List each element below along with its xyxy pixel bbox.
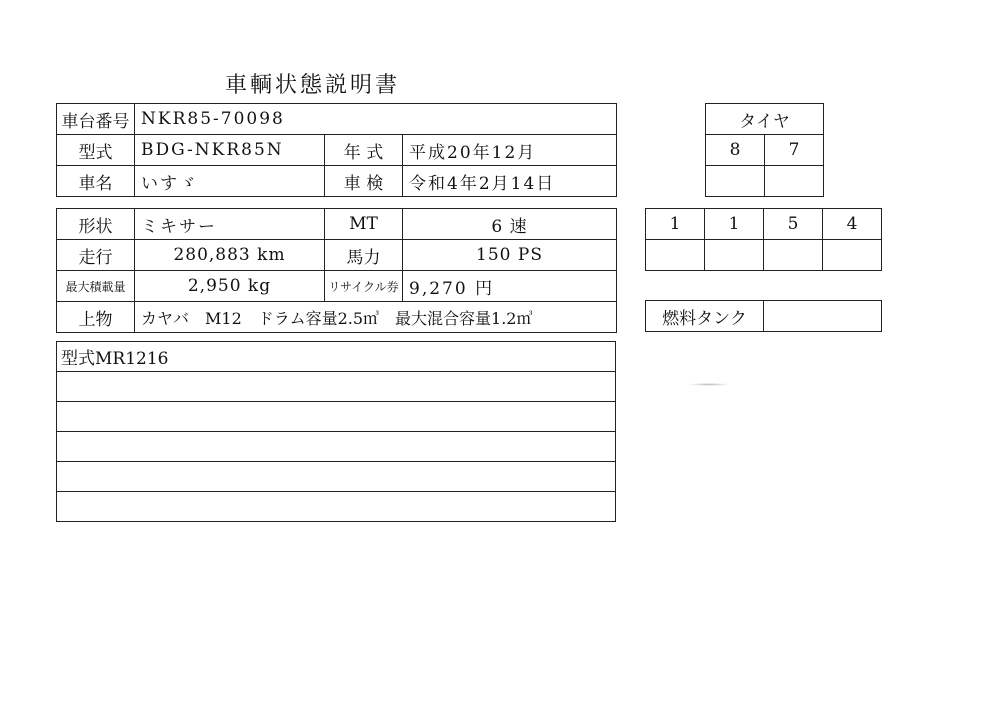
tire-rear-left [706,166,765,197]
wheel-cell: 5 [764,209,823,240]
wheel-cell [764,240,823,271]
wheel-cell: 4 [823,209,882,240]
year-label: 年 式 [325,135,403,166]
notes-line [57,402,616,432]
year-value: 平成20年12月 [403,135,617,166]
wheel-cell: 1 [646,209,705,240]
chassis-no-value: NKR85-70098 [135,104,617,135]
tire-table [705,103,824,197]
specs-table [56,208,617,333]
tire-front-right: 7 [765,135,824,166]
model-value: BDG-NKR85N [135,135,325,166]
mileage-label: 走行 [57,240,135,271]
notes-line [57,372,616,402]
power-value: 150 PS [403,240,617,271]
notes-table [56,341,616,522]
vehicle-id-table [56,103,617,197]
mileage-value: 280,883 km [135,240,325,271]
scan-smudge [688,383,730,386]
body-label: 上物 [57,302,135,333]
transmission-value: 6 速 [403,209,617,240]
shape-value: ミキサー [135,209,325,240]
max-load-label: 最大積載量 [57,271,135,302]
fuel-value [764,301,882,332]
chassis-no-label: 車台番号 [57,104,135,135]
fuel-table [645,300,882,332]
notes-line [57,432,616,462]
document-title: 車輌状態説明書 [225,73,401,98]
name-label: 車名 [57,166,135,197]
recycle-value: 9,270 円 [403,271,617,302]
recycle-label: リサイクル券 [325,271,403,302]
max-load-value: 2,950 kg [135,271,325,302]
transmission-label: MT [325,209,403,240]
wheel-cell [705,240,764,271]
notes-line: 型式MR1216 [57,342,616,372]
tire-label: タイヤ [706,104,824,135]
power-label: 馬力 [325,240,403,271]
inspection-label: 車 検 [325,166,403,197]
wheel-cell [823,240,882,271]
wheel-cell [646,240,705,271]
wheels-table [645,208,882,271]
model-label: 型式 [57,135,135,166]
notes-line [57,492,616,522]
fuel-label: 燃料タンク [646,301,764,332]
shape-label: 形状 [57,209,135,240]
inspection-value: 令和4年2月14日 [403,166,617,197]
tire-front-left: 8 [706,135,765,166]
wheel-cell: 1 [705,209,764,240]
notes-line [57,462,616,492]
name-value: いすゞ [135,166,325,197]
body-value: カヤバ M12 ドラム容量2.5㎥ 最大混合容量1.2㎥ [135,302,617,333]
tire-rear-right [765,166,824,197]
